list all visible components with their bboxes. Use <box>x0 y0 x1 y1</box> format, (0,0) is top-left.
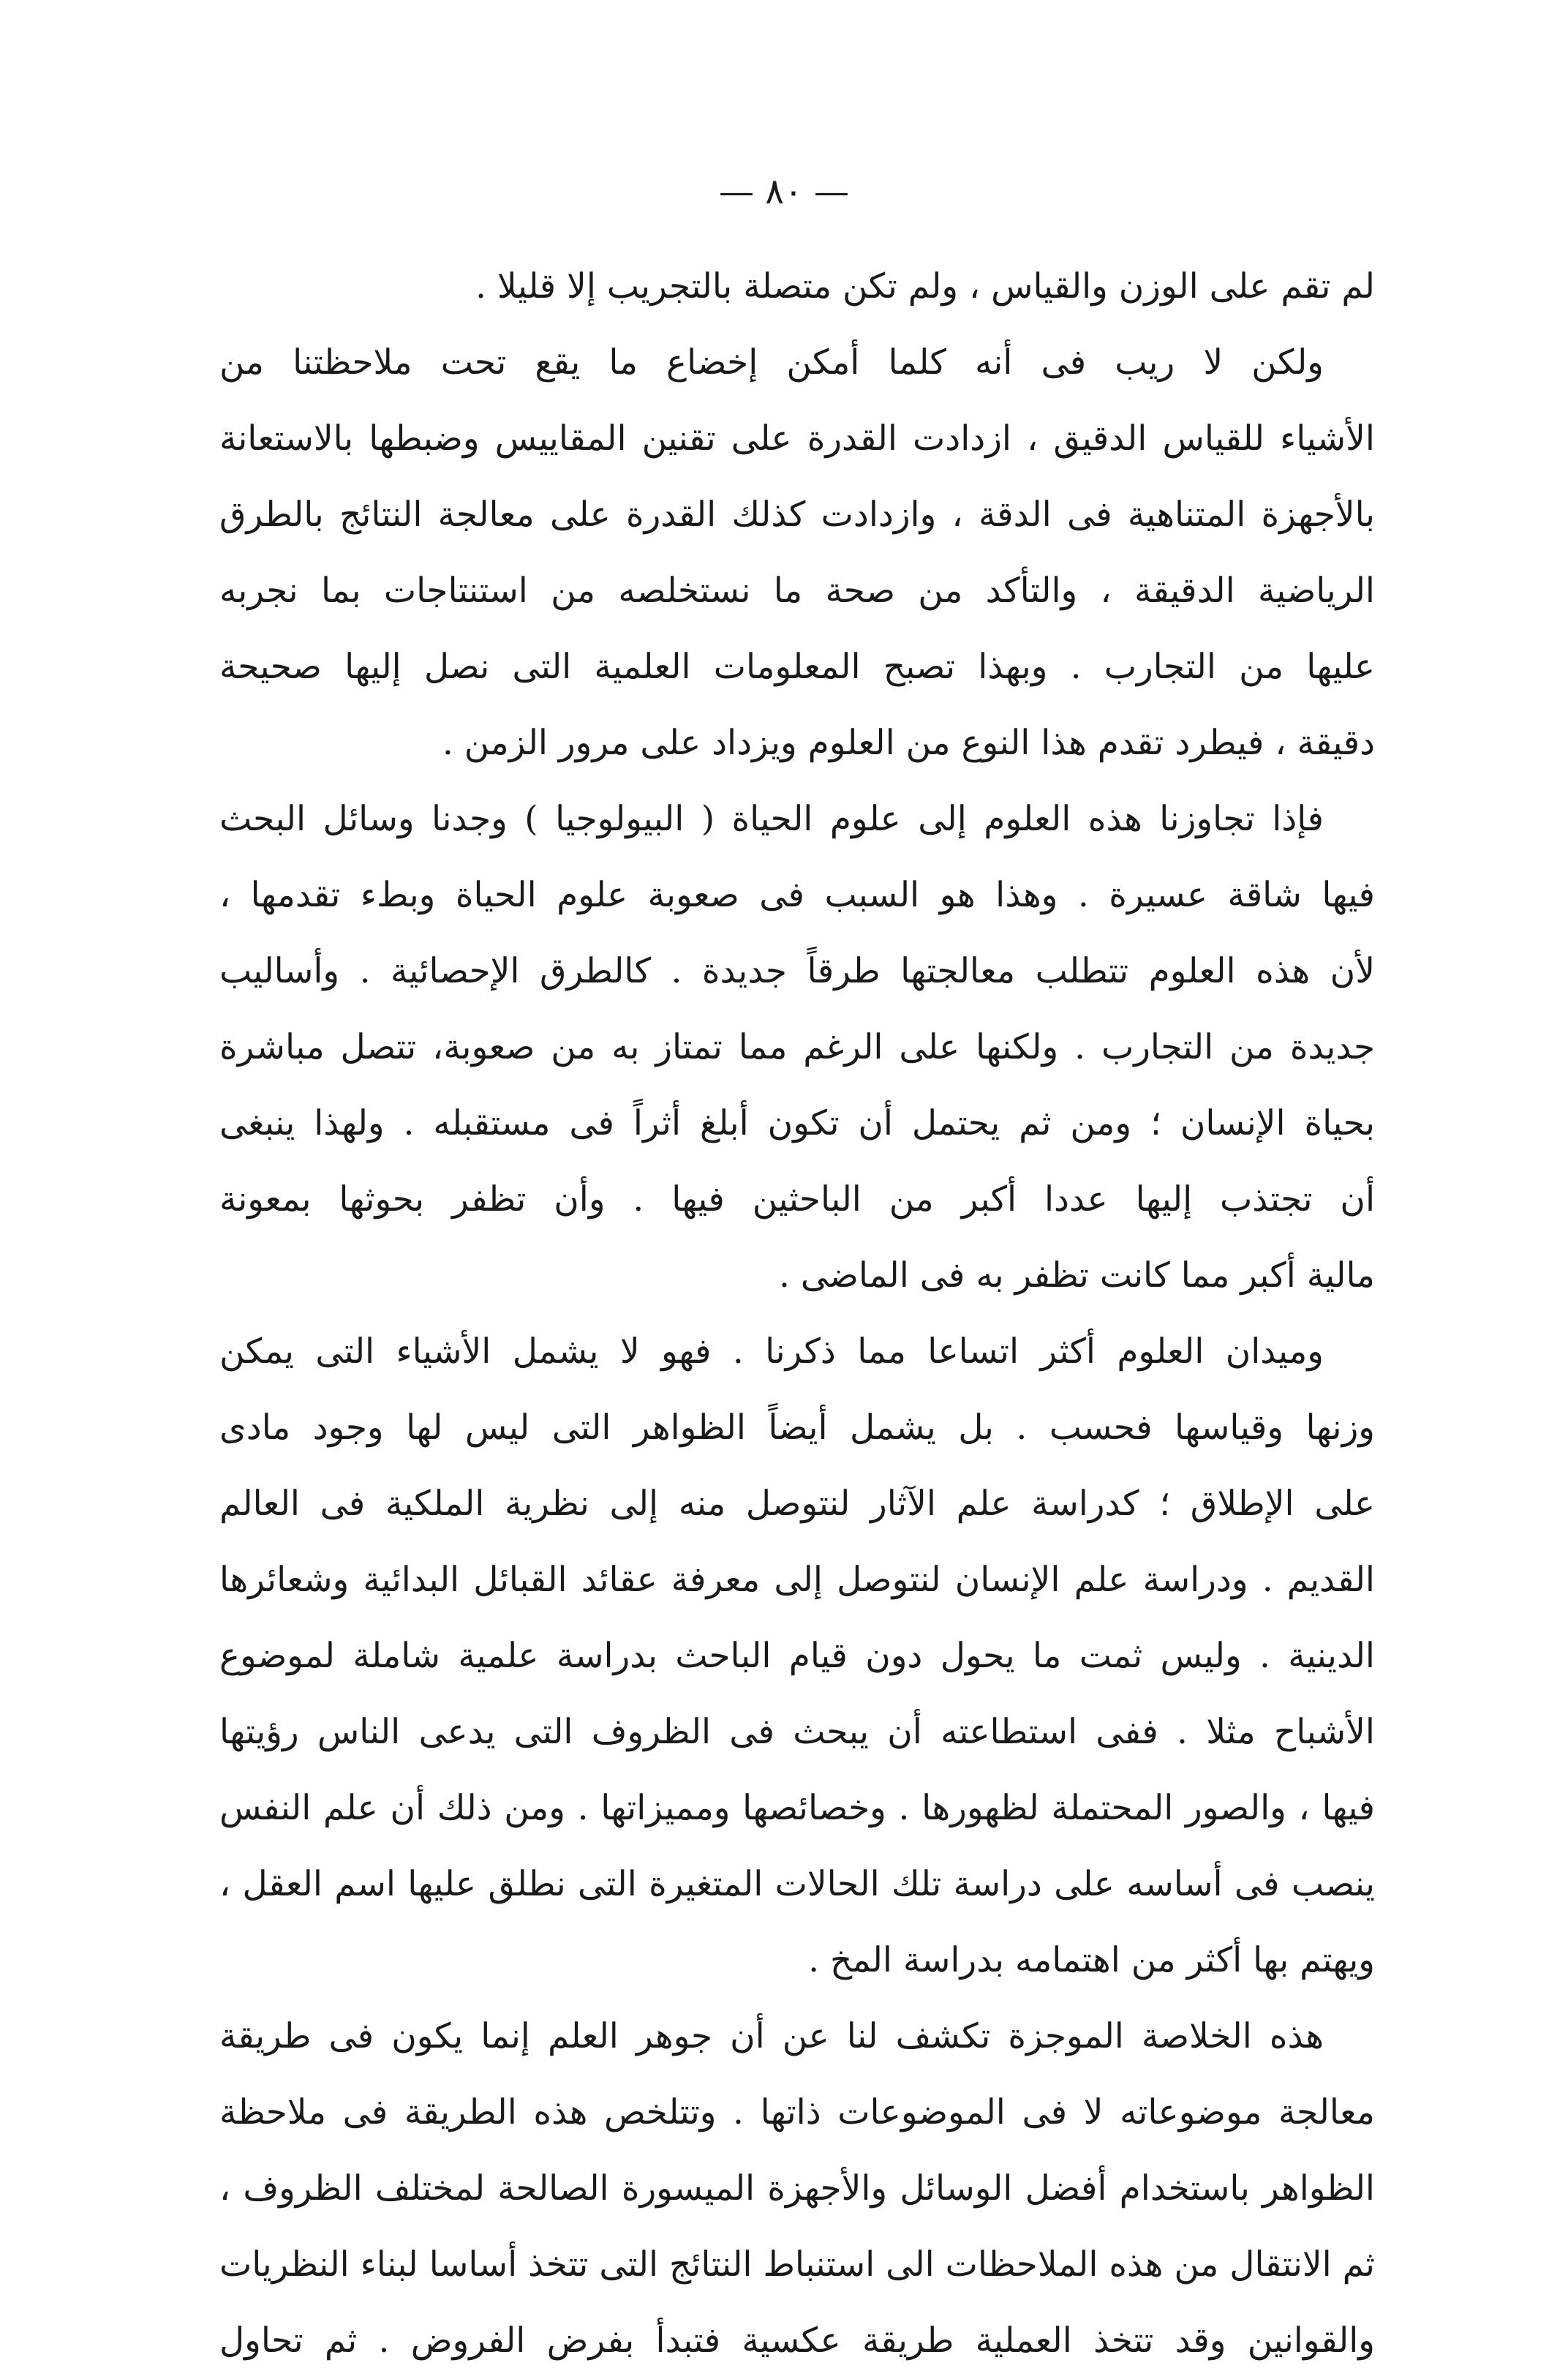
text-line: فيها ، والصور المحتملة لظهورها . وخصائصها ومميزاتها . ومن ذلك أن علم النفس <box>219 1788 1375 1828</box>
text-line: معالجة موضوعاته لا فى الموضوعات ذاتها . وتتلخص هذه الطريقة فى ملاحظة <box>219 2092 1375 2132</box>
body-text <box>219 249 1375 2379</box>
text-line: دقيقة ، فيطرد تقدم هذا النوع من العلوم ويزداد على مرور الزمن . <box>442 723 1375 763</box>
text-line: فيها شاقة عسيرة . وهذا هو السبب فى صعوبة علوم الحياة وبطء تقدمها ، <box>219 875 1375 915</box>
text-line: القديم . ودراسة علم الإنسان لنتوصل إلى معرفة عقائد القبائل البدائية وشعائرها <box>219 1560 1375 1600</box>
text-line: بحياة الإنسان ؛ ومن ثم يحتمل أن تكون أبلغ أثراً فى مستقبله . ولهذا ينبغى <box>219 1103 1375 1143</box>
text-line: والقوانين وقد تتخذ العملية طريقة عكسية فتبدأ بفرض الفروض . ثم تحاول <box>219 2320 1375 2361</box>
text-line: وميدان العلوم أكثر اتساعا مما ذكرنا . فهو لا يشمل الأشياء التى يمكن <box>219 1331 1324 1372</box>
text-line: على الإطلاق ؛ كدراسة علم الآثار لنتوصل منه إلى نظرية الملكية فى العالم <box>219 1484 1375 1524</box>
text-line: فإذا تجاوزنا هذه العلوم إلى علوم الحياة ( البيولوجيا ) وجدنا وسائل البحث <box>219 799 1324 839</box>
text-line: ثم الانتقال من هذه الملاحظات الى استنباط النتائج التى تتخذ أساسا لبناء النظريات <box>219 2244 1375 2285</box>
text-line: مالية أكبر مما كانت تظفر به فى الماضى . <box>778 1255 1375 1296</box>
text-line: وزنها وقياسها فحسب . بل يشمل أيضاً الظواهر التى ليس لها وجود مادى <box>219 1408 1375 1448</box>
text-line: بالأجهزة المتناهية فى الدقة ، وازدادت كذلك القدرة على معالجة النتائج بالطرق <box>219 495 1375 535</box>
text-line: أن تجتذب إليها عددا أكبر من الباحثين فيها . وأن تظفر بحوثها بمعونة <box>219 1179 1375 1219</box>
text-line: الرياضية الدقيقة ، والتأكد من صحة ما نستخلصه من استنتاجات بما نجربه <box>219 571 1375 611</box>
text-line: ينصب فى أساسه على دراسة تلك الحالات المتغيرة التى نطلق عليها اسم العقل ، <box>219 1864 1375 1904</box>
text-line: عليها من التجارب . وبهذا تصبح المعلومات العلمية التى نصل إليها صحيحة <box>219 647 1375 687</box>
text-line: الأشباح مثلا . ففى استطاعته أن يبحث فى الظروف التى يدعى الناس رؤيتها <box>219 1712 1375 1752</box>
page-number: — ٨٠ — <box>718 171 850 212</box>
text-line: هذه الخلاصة الموجزة تكشف لنا عن أن جوهر العلم إنما يكون فى طريقة <box>219 2016 1324 2056</box>
text-line: الأشياء للقياس الدقيق ، ازدادت القدرة على تقنين المقاييس وضبطها بالاستعانة <box>219 418 1375 459</box>
text-line: ولكن لا ريب فى أنه كلما أمكن إخضاع ما يقع تحت ملاحظتنا من <box>219 342 1324 383</box>
text-line: ويهتم بها أكثر من اهتمامه بدراسة المخ . <box>808 1940 1375 1980</box>
text-line: الظواهر باستخدام أفضل الوسائل والأجهزة الميسورة الصالحة لمختلف الظروف ، <box>219 2168 1375 2209</box>
text-line: الدينية . وليس ثمت ما يحول دون قيام الباحث بدراسة علمية شاملة لموضوع <box>219 1636 1375 1676</box>
text-line: لأن هذه العلوم تتطلب معالجتها طرقاً جديدة . كالطرق الإحصائية . وأساليب <box>219 951 1375 991</box>
text-line: جديدة من التجارب . ولكنها على الرغم مما تمتاز به من صعوبة، تتصل مباشرة <box>219 1027 1375 1067</box>
text-line: لم تقم على الوزن والقياس ، ولم تكن متصلة بالتجريب إلا قليلا . <box>475 266 1375 307</box>
